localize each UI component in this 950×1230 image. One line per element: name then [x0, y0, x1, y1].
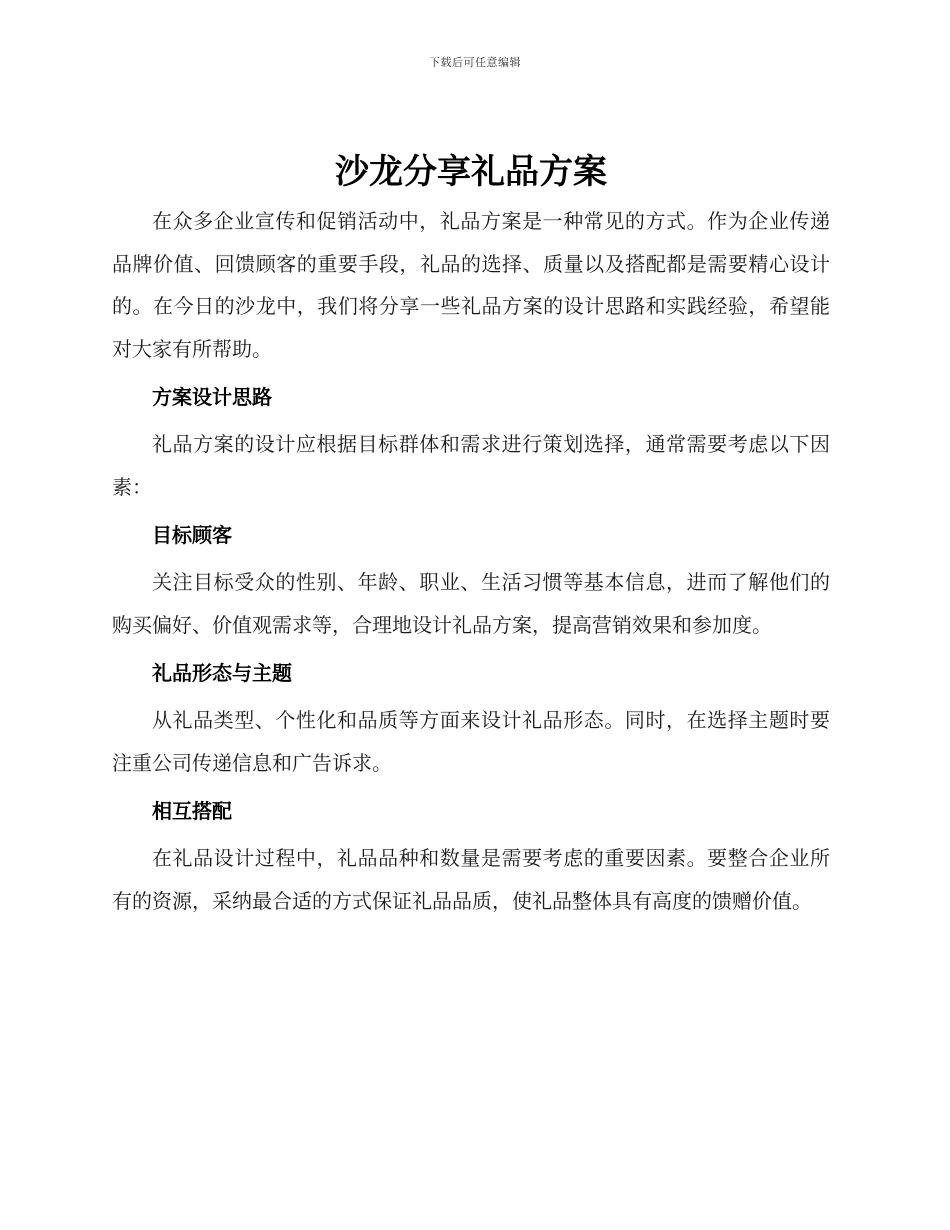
- header-note: 下载后可任意编辑: [429, 56, 521, 69]
- section-paragraph: 在礼品设计过程中，礼品品种和数量是需要考虑的重要因素。要整合企业所有的资源，采纳最合适的方式保证礼品品质，使礼品整体具有高度的馈赠价值。: [112, 846, 830, 913]
- section-matching: [112, 797, 830, 922]
- document-title: 沙龙分享礼品方案: [335, 152, 607, 192]
- section-paragraph: 从礼品类型、个性化和品质等方面来设计礼品形态。同时，在选择主题时要注重公司传递信息和广告诉求。: [112, 708, 830, 775]
- document-body: [112, 150, 830, 922]
- section-paragraph: 关注目标受众的性别、年龄、职业、生活习惯等基本信息，进而了解他们的购买偏好、价值观需求等，合理地设计礼品方案，提高营销效果和参加度。: [112, 570, 830, 637]
- section-heading: 相互搭配: [152, 799, 232, 823]
- section-design-approach: [112, 383, 830, 508]
- section-paragraph: 礼品方案的设计应根据目标群体和需求进行策划选择，通常需要考虑以下因素：: [112, 432, 830, 499]
- intro-paragraph: 在众多企业宣传和促销活动中，礼品方案是一种常见的方式。作为企业传递品牌价值、回馈顾客的重要手段，礼品的选择、质量以及搭配都是需要精心设计的。在今日的沙龙中，我们将分享一些礼品方案的设计思路和实践经验，希望能对大家有所帮助。: [112, 209, 830, 361]
- section-target-customers: [112, 521, 830, 646]
- section-heading: 礼品形态与主题: [152, 661, 292, 685]
- section-heading: 目标顾客: [152, 523, 232, 547]
- section-heading: 方案设计思路: [152, 385, 272, 409]
- section-gift-form-theme: [112, 659, 830, 784]
